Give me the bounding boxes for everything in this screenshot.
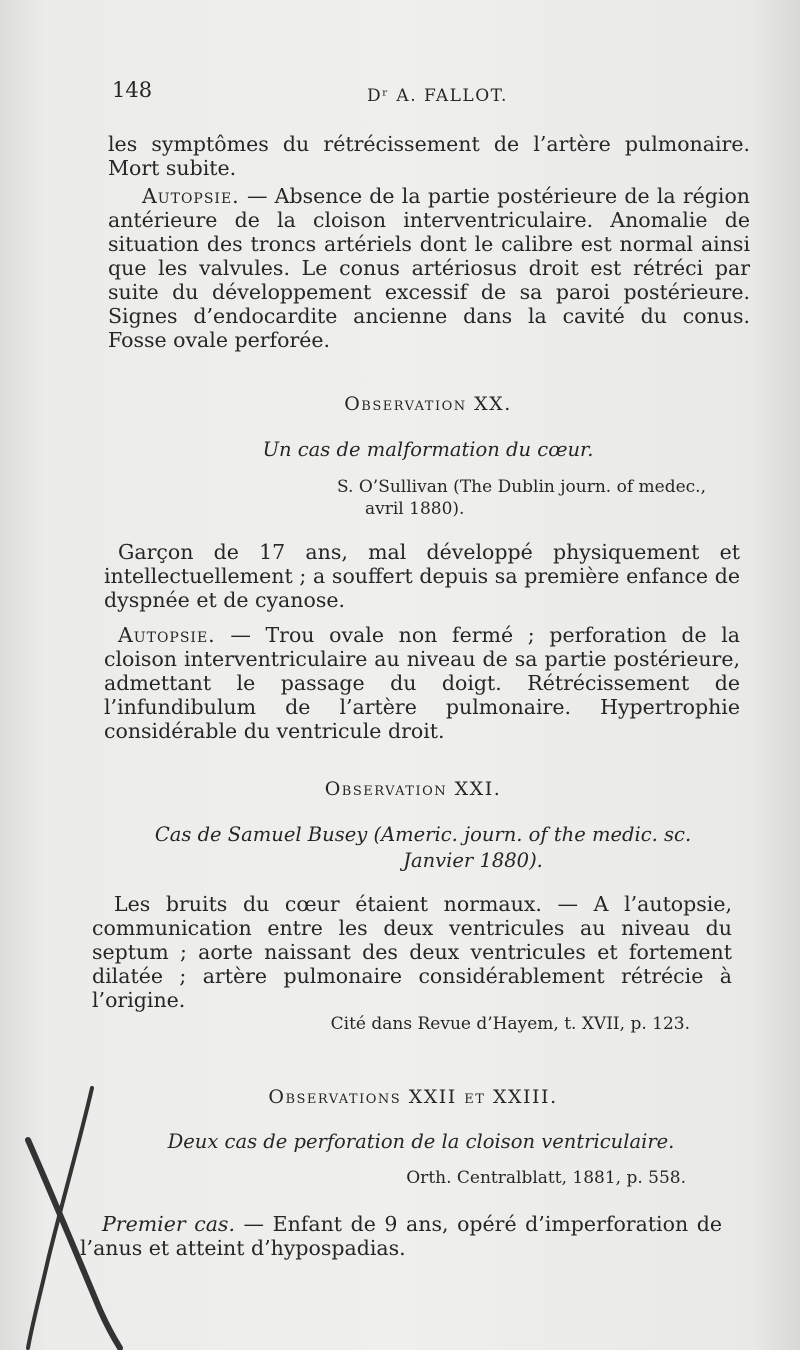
observation-xx-heading: Observation XX. (344, 393, 512, 415)
observation-xxi-citation: Cité dans Revue d’Hayem, t. XVII, p. 123. (330, 1014, 690, 1034)
observation-xx-title: Un cas de malformation du cœur. (262, 438, 594, 461)
observation-xx-paragraph: Garçon de 17 ans, mal développé physiquement et intellectuellement ; a souffert depuis sa première enfance de dyspnée et de cyanose. (104, 540, 740, 612)
autopsy-text: — Trou ovale non fermé ; perforation de la cloison interventriculaire au niveau de sa partie postérieure, admettant le passage du doigt. Rétrécissement de l’infundibulum de l’artère pulmonaire. Hypertrophie considérable du ventricule droit. (104, 623, 740, 743)
observation-xxii-source: Orth. Centralblatt, 1881, p. 558. (406, 1168, 686, 1188)
case-label: Premier cas. (102, 1212, 235, 1236)
source-line-1: S. O’Sullivan (The Dublin journ. of medec., (337, 477, 706, 497)
observation-xxi-heading: Observation XXI. (324, 778, 502, 800)
autopsy-label: Autopsie. (142, 184, 240, 208)
autopsy-text: — Absence de la partie postérieure de la région antérieure de la cloison interventriculaire. Anomalie de situation des troncs artériels dont le calibre est normal ainsi que les valvules. Le conus artériosus droit est rétréci par suite du développement excessif de sa paroi postérieure. Signes d’endocardite ancienne dans la cavité du conus. Fosse ovale perforée. (108, 184, 750, 352)
observation-xxi-paragraph: Les bruits du cœur étaient normaux. — A l’autopsie, communication entre les deux ventricules au niveau du septum ; aorte naissant des deux ventricules et fortement dilatée ; artère pulmonaire considérablement rétrécie à l’origine. (92, 892, 732, 1012)
observation-xxii-heading: Observations XXII et XXIII. (268, 1086, 558, 1108)
handwritten-x-mark (20, 1080, 130, 1350)
top-paragraph (108, 132, 750, 180)
autopsy-paragraph-1 (108, 184, 750, 352)
running-head (112, 78, 752, 108)
title-line-1: Cas de Samuel Busey (Americ. journ. of the medic. sc. (154, 823, 692, 846)
top-paragraph-text: les symptômes du rétrécissement de l’artère pulmonaire. Mort subite. (108, 132, 750, 180)
observation-xxii-case (80, 1212, 722, 1260)
observation-xx-autopsy (104, 623, 740, 743)
observation-xxi-title (98, 822, 748, 874)
case-text: — Enfant de 9 ans, opéré d’imperforation de l’anus et atteint d’hypospadias. (80, 1212, 722, 1260)
source-line-2: avril 1880). (365, 499, 465, 519)
autopsy-label: Autopsie. (118, 623, 216, 647)
page-number: 148 (112, 78, 153, 102)
title-line-2: Janvier 1880). (403, 849, 543, 872)
running-title: Dʳ A. FALLOT. (367, 86, 508, 106)
observation-xx-source (337, 476, 737, 520)
observation-xxii-title: Deux cas de perforation de la cloison ventriculaire. (167, 1130, 675, 1153)
